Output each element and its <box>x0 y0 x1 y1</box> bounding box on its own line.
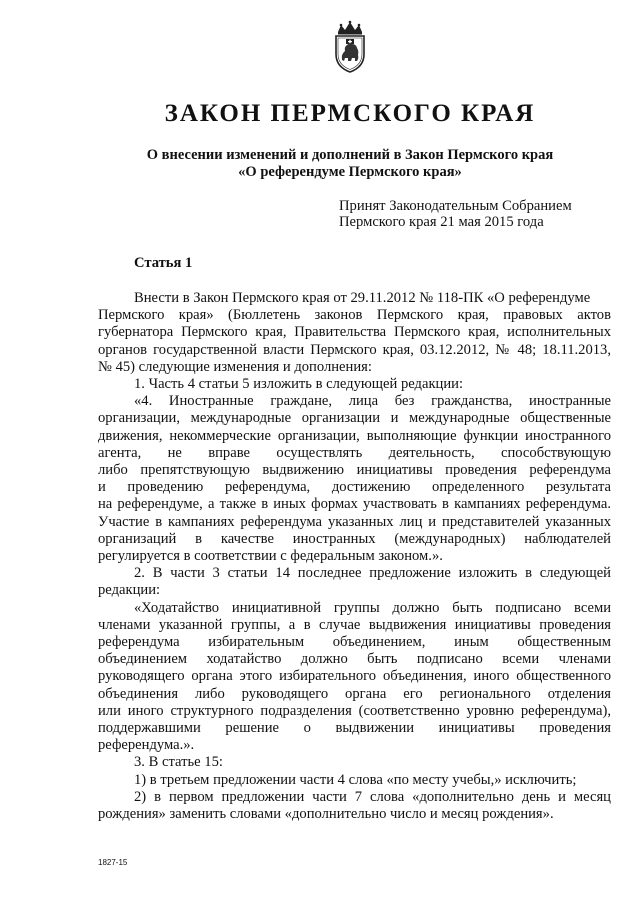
body-line: «Ходатайство инициативной группы должно быть подписано всеми <box>134 599 611 616</box>
body-line: организации, международные организации и международные общественные <box>98 410 611 427</box>
body-line: Участие в кампаниях референдума указанных лиц и представителей указанных <box>98 513 611 530</box>
body-line: 3. В статье 15: <box>134 754 223 771</box>
subtitle-line: «О референдуме Пермского края» <box>238 163 462 180</box>
body-line: 1) в третьем предложении части 4 слова «по месту учебы,» исключить; <box>134 771 577 788</box>
body-line: либо препятствующую выдвижению инициативы проведения референдума <box>98 462 611 479</box>
body-line: членами указанной группы, а в случае выдвижения инициативы проведения <box>98 616 611 633</box>
coat-of-arms-icon <box>329 20 371 74</box>
body-line: Пермского края» (Бюллетень законов Пермского края, правовых актов <box>98 307 611 324</box>
body-line: руководящего органа этого избирательного объединения, иного общественного <box>98 668 611 685</box>
document-code: 1827-15 <box>98 858 128 867</box>
body-line: Внести в Закон Пермского края от 29.11.2012 № 118-ПК «О референдуме <box>134 290 591 306</box>
body-line: организаций в качестве иностранных (международных) наблюдателей <box>98 530 611 547</box>
body-line: рождения» заменить словами «дополнительно число и месяц рождения». <box>98 806 554 823</box>
adoption-line: Пермского края 21 мая 2015 года <box>339 213 544 230</box>
body-line: агента, не вправе осуществлять деятельность, способствующую <box>98 444 611 461</box>
body-line: 2) в первом предложении части 7 слова «дополнительно день и месяц <box>134 788 611 805</box>
adoption-line: Принят Законодательным Собранием <box>339 198 572 214</box>
body-line: объединением ходатайство должно быть подписано всеми членами <box>98 651 611 668</box>
body-line: и проведению референдума, достижению определенного результата <box>98 479 611 496</box>
body-line: референдума избирательным объединением, иным общественным <box>98 634 611 651</box>
body-line: «4. Иностранные граждане, лица без гражданства, иностранные <box>134 393 611 410</box>
body-line: 2. В части 3 статьи 14 последнее предложение изложить в следующей <box>134 565 611 582</box>
body-line: регулируется в соответствии с федеральным законом.». <box>98 548 443 565</box>
body-line: 1. Часть 4 статьи 5 изложить в следующей редакции: <box>134 376 464 393</box>
body-line: или иного структурного подразделения (соответственно уровню референдума), <box>98 702 611 719</box>
law-subtitle <box>0 147 640 180</box>
body-line: № 45) следующие изменения и дополнения: <box>98 358 372 375</box>
body-line: движения, некоммерческие организации, выполняющие функции иностранного <box>98 427 611 444</box>
body-line: объединения либо руководящего органа его регионального отделения <box>98 685 611 702</box>
article-body <box>98 290 611 823</box>
body-line: органов государственной власти Пермского края, 03.12.2012, № 48; 18.11.2013, <box>98 341 611 358</box>
adoption-note <box>339 199 572 230</box>
body-line: на референдуме, а также в иных формах участвовать в кампаниях референдума. <box>98 496 611 513</box>
law-title: ЗАКОН ПЕРМСКОГО КРАЯ <box>164 100 536 127</box>
body-line: губернатора Пермского края, Правительства Пермского края, исполнительных <box>98 324 611 341</box>
body-line: референдума.». <box>98 737 195 754</box>
article-heading: Статья 1 <box>134 255 193 271</box>
subtitle-line: О внесении изменений и дополнений в Закон Пермского края <box>146 147 554 163</box>
body-line: редакции: <box>98 582 161 599</box>
body-line: поддержавшими решение о выдвижении инициативы проведения <box>98 720 611 737</box>
